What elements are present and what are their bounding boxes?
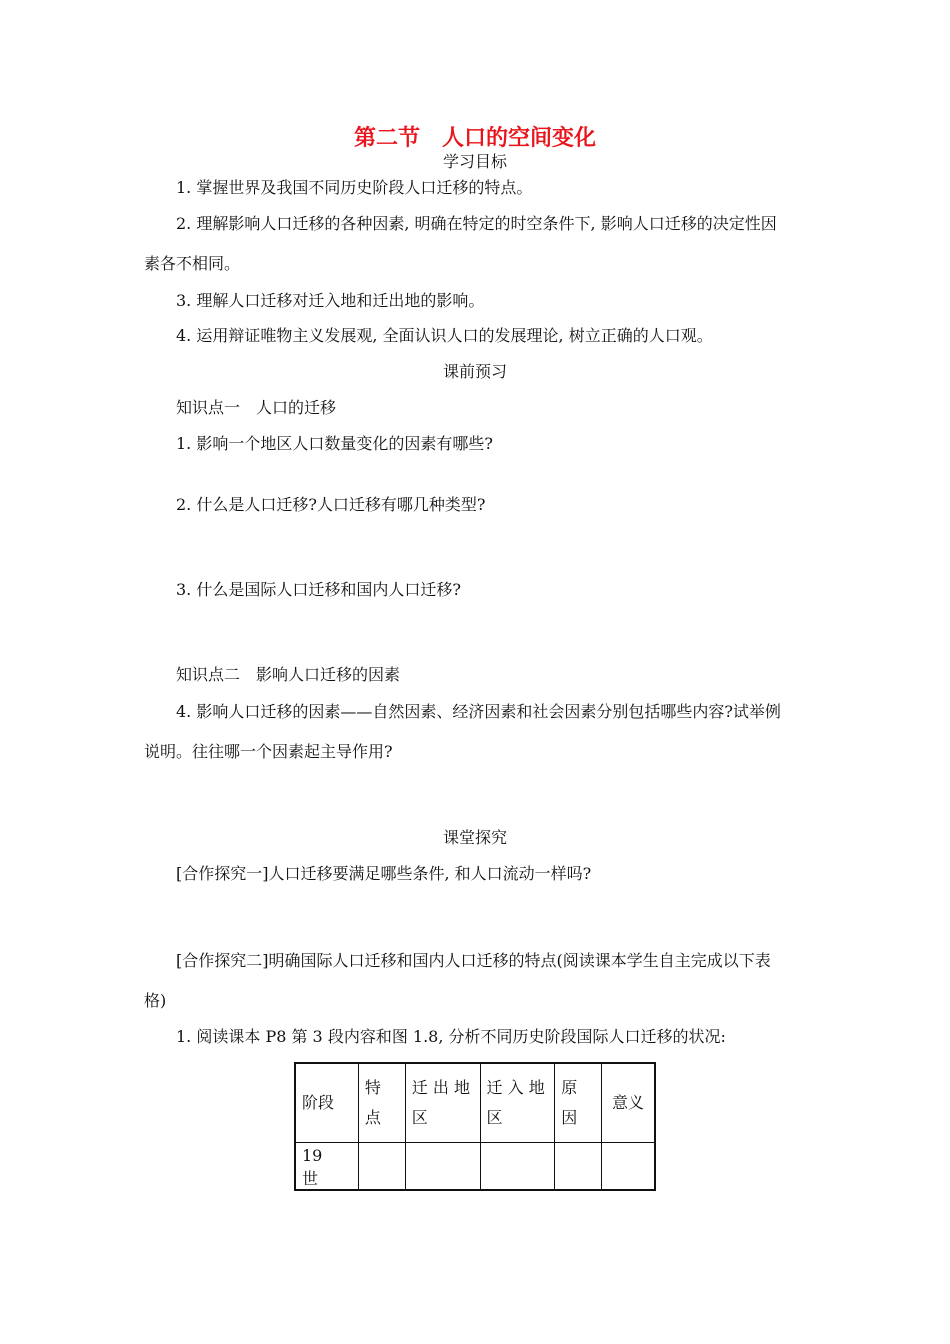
goal-item: 3. 理解人口迁移对迁入地和迁出地的影响。 xyxy=(176,291,485,310)
table-header-cell: 迁 入 地 区 xyxy=(480,1063,555,1143)
section-heading-goals: 学习目标 xyxy=(442,152,507,171)
section-heading-preview: 课前预习 xyxy=(442,362,507,381)
table-header-cell: 意义 xyxy=(602,1063,655,1143)
page-title: 第二节 人口的空间变化 xyxy=(353,125,596,151)
task-item: 1. 阅读课本 P8 第 3 段内容和图 1.8, 分析不同历史阶段国际人口迁移的状况: xyxy=(176,1027,726,1046)
cooperative-inquiry: [合作探究二]明确国际人口迁移和国内人口迁移的特点(阅读课本学生自主完成以下表 xyxy=(176,951,771,970)
question-item: 4. 影响人口迁移的因素——自然因素、经济因素和社会因素分别包括哪些内容?试举例 xyxy=(176,702,781,721)
question-item: 3. 什么是国际人口迁移和国内人口迁移? xyxy=(176,580,461,599)
table-row xyxy=(295,1143,655,1191)
goal-item: 1. 掌握世界及我国不同历史阶段人口迁移的特点。 xyxy=(176,178,533,197)
table-header-cell: 阶段 xyxy=(295,1063,358,1143)
goal-item: 4. 运用辩证唯物主义发展观, 全面认识人口的发展理论, 树立正确的人口观。 xyxy=(176,326,713,345)
table-header-cell: 原 因 xyxy=(555,1063,602,1143)
knowledge-point-heading: 知识点二 影响人口迁移的因素 xyxy=(176,665,401,684)
table-cell xyxy=(480,1143,555,1191)
table-cell: 19 世 xyxy=(295,1143,358,1191)
table-header-row xyxy=(295,1063,655,1143)
table-cell xyxy=(555,1143,602,1191)
table-cell xyxy=(358,1143,405,1191)
question-item: 1. 影响一个地区人口数量变化的因素有哪些? xyxy=(176,434,493,453)
table-header-cell: 特 点 xyxy=(358,1063,405,1143)
goal-item: 2. 理解影响人口迁移的各种因素, 明确在特定的时空条件下, 影响人口迁移的决定性因 xyxy=(176,214,777,233)
table-cell xyxy=(602,1143,655,1191)
cooperative-inquiry-continued: 格) xyxy=(144,991,167,1010)
table-header-cell: 迁 出 地 区 xyxy=(405,1063,480,1143)
migration-table xyxy=(294,1062,656,1191)
cooperative-inquiry: [合作探究一]人口迁移要满足哪些条件, 和人口流动一样吗? xyxy=(176,864,592,883)
question-item-continued: 说明。往往哪一个因素起主导作用? xyxy=(144,742,393,761)
table-cell xyxy=(405,1143,480,1191)
section-heading-explore: 课堂探究 xyxy=(442,828,507,847)
question-item: 2. 什么是人口迁移?人口迁移有哪几种类型? xyxy=(176,495,486,514)
knowledge-point-heading: 知识点一 人口的迁移 xyxy=(176,398,337,417)
goal-item-continued: 素各不相同。 xyxy=(144,254,241,273)
